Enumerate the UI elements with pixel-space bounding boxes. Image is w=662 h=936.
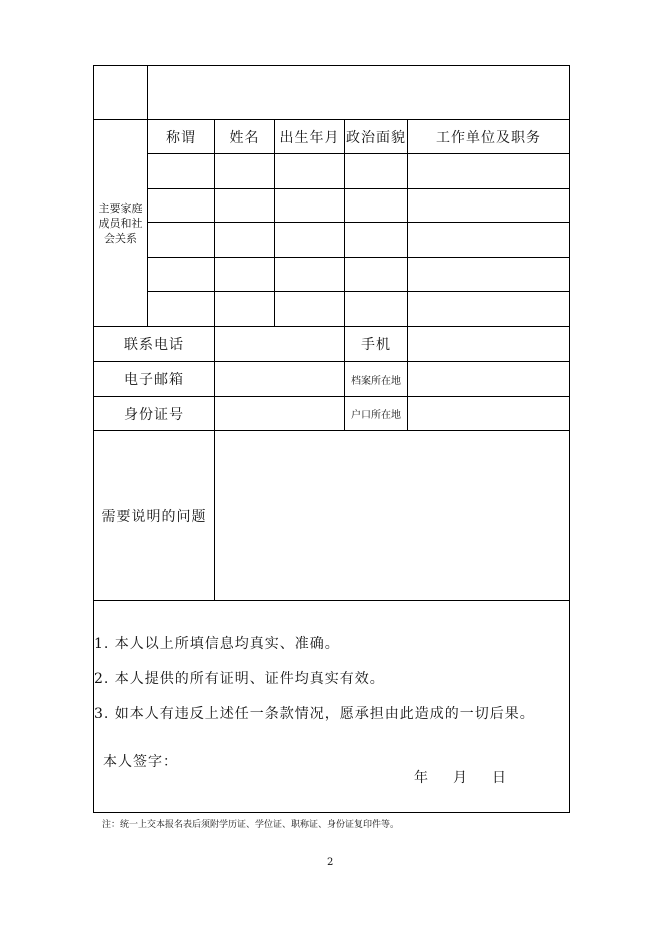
table-row [94,292,570,327]
application-form-table [93,65,570,813]
id-field[interactable] [215,397,345,431]
declaration-item: 3. 如本人有违反上述任一条款情况，愿承担由此造成的一切后果。 [94,706,535,722]
cell[interactable] [148,189,215,223]
cell[interactable] [408,223,570,258]
family-header-row [94,120,570,154]
table-row [94,258,570,292]
top-value-cell[interactable] [148,66,570,120]
phone-row [94,327,570,362]
hukou-label: 户口所在地 [345,397,408,431]
email-label: 电子邮箱 [94,362,215,397]
top-row [94,66,570,120]
cell[interactable] [275,223,345,258]
cell[interactable] [275,189,345,223]
phone-label: 联系电话 [94,327,215,362]
cell[interactable] [215,154,275,189]
top-label-cell [94,66,148,120]
declaration-item: 2. 本人提供的所有证明、证件均真实有效。 [94,671,385,687]
declaration-row [94,601,570,813]
email-row [94,362,570,397]
cell[interactable] [408,189,570,223]
cell[interactable] [408,154,570,189]
header-title: 称谓 [148,120,215,154]
cell[interactable] [408,292,570,327]
issues-field[interactable] [215,431,570,601]
date-month: 月 [453,770,468,786]
cell[interactable] [148,223,215,258]
hukou-field[interactable] [408,397,570,431]
cell[interactable] [275,292,345,327]
phone-field[interactable] [215,327,345,362]
cell[interactable] [345,223,408,258]
header-birth: 出生年月 [275,120,345,154]
header-political: 政治面貌 [345,120,408,154]
signature-label: 本人签字： [103,754,178,770]
declaration-cell [94,601,570,813]
issues-label: 需要说明的问题 [94,431,215,601]
archive-label: 档案所在地 [345,362,408,397]
cell[interactable] [215,292,275,327]
header-work: 工作单位及职务 [408,120,570,154]
cell[interactable] [345,154,408,189]
page-number: 2 [327,857,334,868]
cell[interactable] [345,258,408,292]
cell[interactable] [275,154,345,189]
issues-row [94,431,570,601]
cell[interactable] [148,154,215,189]
footnote: 注：统一上交本报名表后须附学历证、学位证、职称证、身份证复印件等。 [102,820,400,830]
cell[interactable] [148,292,215,327]
email-field[interactable] [215,362,345,397]
date-year: 年 [414,770,429,786]
cell[interactable] [345,292,408,327]
cell[interactable] [215,223,275,258]
family-section-label: 主要家庭成员和社会关系 [94,120,148,327]
declaration-item: 1. 本人以上所填信息均真实、准确。 [94,636,340,652]
table-row [94,189,570,223]
table-row [94,154,570,189]
cell[interactable] [215,189,275,223]
mobile-label: 手机 [345,327,408,362]
cell[interactable] [215,258,275,292]
header-name: 姓名 [215,120,275,154]
cell[interactable] [408,258,570,292]
table-row [94,223,570,258]
date-day: 日 [492,770,507,786]
id-label: 身份证号 [94,397,215,431]
mobile-field[interactable] [408,327,570,362]
cell[interactable] [148,258,215,292]
cell[interactable] [275,258,345,292]
archive-field[interactable] [408,362,570,397]
cell[interactable] [345,189,408,223]
id-row [94,397,570,431]
